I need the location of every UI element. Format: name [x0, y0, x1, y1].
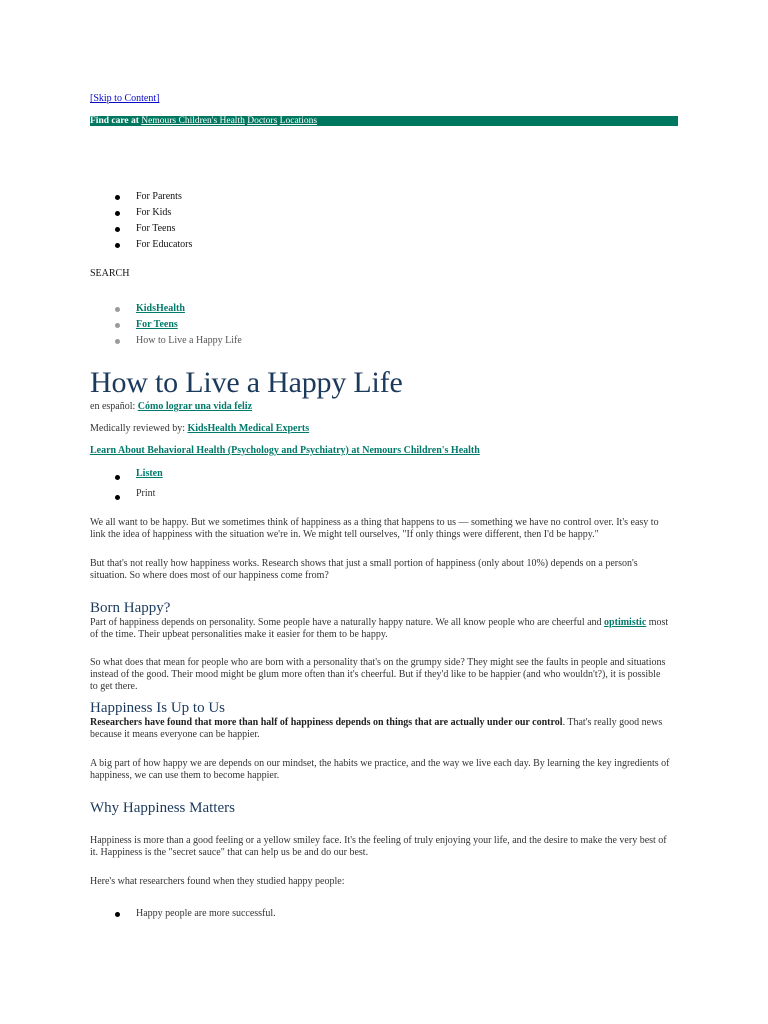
optimistic-link[interactable]: optimistic	[604, 617, 647, 628]
paragraph-control	[90, 717, 670, 741]
breadcrumb-item-kidshealth[interactable]	[136, 301, 242, 317]
listen-button[interactable]	[136, 466, 163, 486]
breadcrumb-link[interactable]: KidsHealth	[136, 303, 185, 314]
listen-link[interactable]: Listen	[136, 468, 163, 479]
bullet-icon	[115, 339, 120, 344]
doctors-link[interactable]: Doctors	[247, 116, 278, 126]
bullet-icon	[115, 495, 120, 500]
breadcrumb	[136, 301, 242, 349]
reviewer-link[interactable]: KidsHealth Medical Experts	[187, 423, 310, 434]
nav-label: For Kids	[136, 207, 172, 218]
reviewed-prefix: Medically reviewed by:	[90, 423, 185, 434]
paragraph-researchers-found: Here's what researchers found when they studied happy people:	[90, 876, 345, 887]
paragraph-text: . That's really good news because it means everyone can be happier.	[90, 717, 663, 740]
breadcrumb-link[interactable]: For Teens	[136, 319, 178, 330]
search-button[interactable]: SEARCH	[90, 268, 130, 279]
list-item	[136, 906, 276, 922]
paragraph-text: most of the time. Their upbeat personalities make it easier for them to be happy.	[90, 617, 669, 640]
breadcrumb-current: How to Live a Happy Life	[136, 335, 242, 346]
paragraph-personality	[90, 617, 670, 641]
paragraph-mindset: A big part of how happy we are depends on our mindset, the habits we practice, and the way we live each day. By learning the key ingredients of happiness, we can use them to become happier.	[90, 758, 670, 781]
bullet-icon	[115, 243, 120, 248]
print-label: Print	[136, 488, 156, 499]
locations-link[interactable]: Locations	[279, 116, 318, 126]
list-item-text: Happy people are more successful.	[136, 908, 276, 919]
nemours-link[interactable]: Nemours Children's Health	[141, 116, 245, 126]
medical-review	[90, 423, 309, 434]
breadcrumb-item-current	[136, 333, 242, 349]
nav-label: For Educators	[136, 239, 193, 250]
bullet-icon	[115, 211, 120, 216]
spanish-version	[90, 401, 252, 412]
nav-label: For Teens	[136, 223, 176, 234]
spanish-link[interactable]: Cómo lograr una vida feliz	[137, 401, 253, 412]
bold-text: Researchers have found that more than half of happiness depends on things that are actually under our control	[90, 717, 563, 728]
find-care-bar	[90, 116, 678, 126]
behavioral-health-link[interactable]: Learn About Behavioral Health (Psychology and Psychiatry) at Nemours Children's Health	[90, 445, 480, 456]
bullet-icon	[115, 912, 120, 917]
print-button[interactable]	[136, 486, 163, 506]
paragraph-research: But that's not really how happiness works. Research shows that just a small portion of happiness (only about 10%) depends on a person's situation. So where does most of our happiness come from?	[90, 558, 638, 581]
bullet-icon	[115, 227, 120, 232]
bullet-icon	[115, 475, 120, 480]
skip-to-content-link[interactable]: [Skip to Content]	[90, 93, 160, 104]
bullet-icon	[115, 307, 120, 312]
bullet-icon	[115, 323, 120, 328]
article-tools	[136, 466, 163, 506]
page-title: How to Live a Happy Life	[90, 366, 403, 399]
heading-why-matters: Why Happiness Matters	[90, 800, 235, 816]
breadcrumb-item-for-teens[interactable]	[136, 317, 242, 333]
nav-label: For Parents	[136, 191, 182, 202]
nav-item-kids[interactable]	[136, 205, 192, 221]
paragraph-text: Part of happiness depends on personality. Some people have a naturally happy nature. We all know people who are cheerful and	[90, 617, 602, 628]
findings-list	[136, 906, 276, 922]
paragraph-grumpy: So what does that mean for people who are born with a personality that's on the grumpy side? They might see the faults in people and situations instead of the good. Their mood might be glum more often than it's cheerful. But if they'd like to be happier (and who wouldn't?), it is possible to get there.	[90, 657, 666, 692]
learn-more	[90, 445, 480, 456]
heading-born-happy: Born Happy?	[90, 600, 171, 616]
nav-item-educators[interactable]	[136, 237, 192, 253]
nav-item-teens[interactable]	[136, 221, 192, 237]
find-care-label: Find care at	[90, 116, 139, 126]
heading-up-to-us: Happiness Is Up to Us	[90, 700, 225, 716]
paragraph-secret-sauce: Happiness is more than a good feeling or a yellow smiley face. It's the feeling of truly enjoying your life, and the desire to make the very best of it. Happiness is the "secret sauce" that can help us be and do our best.	[90, 835, 667, 858]
nav-item-parents[interactable]	[136, 189, 192, 205]
bullet-icon	[115, 195, 120, 200]
spanish-prefix: en español:	[90, 401, 136, 412]
audience-nav	[136, 189, 192, 253]
paragraph-intro: We all want to be happy. But we sometimes think of happiness as a thing that happens to us — something we have no control over. It's easy to link the idea of happiness with the situation we're in. We might tell ourselves, "If only things were different, then I'd be happy."	[90, 517, 659, 540]
